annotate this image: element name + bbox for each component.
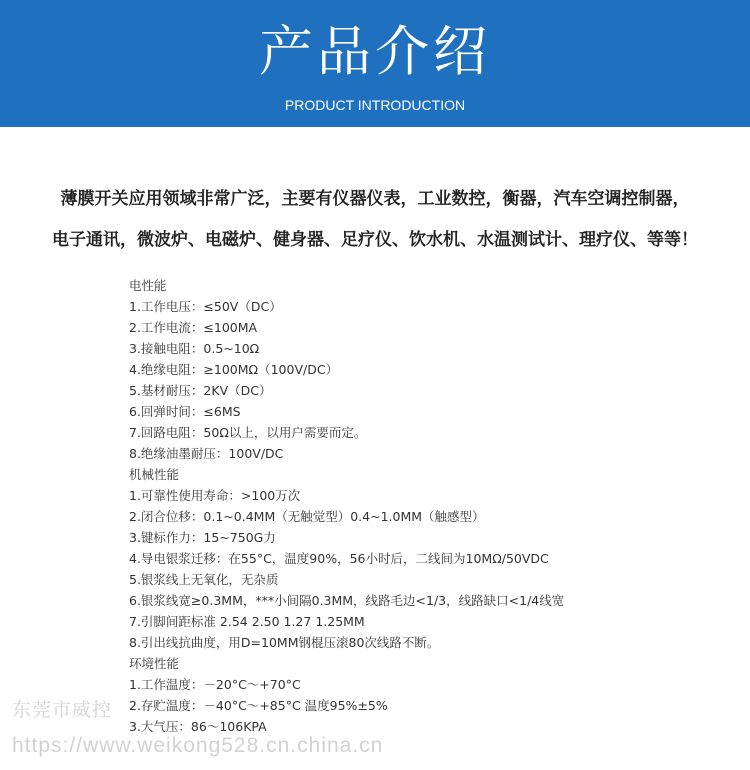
spec-item: 7.引脚间距标准 2.54 2.50 1.27 1.25MM	[129, 614, 365, 629]
spec-item: 6.银浆线宽≥0.3MM，***小间隔0.3MM，线路毛边<1/3，线路缺口<1/4线宽	[129, 593, 565, 608]
spec-item: 1.可靠性使用寿命：>100万次	[129, 488, 301, 503]
watermark-url: https://www.weikong528.cn.china.cn	[12, 734, 384, 757]
page-title: 产品介绍	[259, 20, 491, 83]
spec-item: 3.键标作力：15~750G力	[129, 530, 276, 545]
spec-item: 2.闭合位移：0.1~0.4MM（无触觉型）0.4~1.0MM（触感型）	[129, 509, 485, 524]
spec-item: 4.导电银浆迁移：在55°C，温度90%，56小时后，二线间为10MΩ/50VDC	[129, 551, 549, 566]
section-heading-environment: 环境性能	[129, 656, 180, 671]
spec-item: 1.工作电压：≤50V（DC）	[129, 299, 282, 314]
spec-item: 6.回弹时间：≤6MS	[129, 404, 241, 419]
spec-item: 8.引出线抗曲度，用D=10MM钢棍压滚80次线路不断。	[129, 635, 440, 650]
spec-item: 5.基材耐压：2KV（DC）	[129, 383, 272, 398]
section-heading-mechanical: 机械性能	[129, 467, 180, 482]
spec-item: 5.银浆线上无氧化，无杂质	[129, 572, 279, 587]
page-subtitle: PRODUCT INTRODUCTION	[284, 97, 466, 113]
spec-item: 4.绝缘电阻：≥100MΩ（100V/DC）	[129, 362, 339, 377]
spec-item: 3.大气压：86～106KPA	[129, 719, 267, 734]
spec-item: 8.绝缘油墨耐压：100V/DC	[129, 446, 284, 461]
header-banner	[0, 0, 750, 127]
spec-item: 7.回路电阻：50Ω以上，以用户需要而定。	[129, 425, 367, 440]
spec-item: 2.存贮温度：－40°C～+85°C 温度95%±5%	[129, 698, 388, 713]
section-heading-electrical: 电性能	[129, 278, 167, 293]
watermark-company: 东莞市威控	[12, 700, 113, 721]
intro-line-1: 薄膜开关应用领域非常广泛，主要有仪器仪表，工业数控，衡器，汽车空调控制器，	[60, 189, 690, 209]
spec-item: 1.工作温度：－20°C～+70°C	[129, 677, 301, 692]
intro-line-2: 电子通讯，微波炉、电磁炉、健身器、足疗仪、饮水机、水温测试计、理疗仪、等等！	[52, 230, 698, 250]
spec-item: 3.接触电阻：0.5~10Ω	[129, 341, 260, 356]
spec-item: 2.工作电流：≤100MA	[129, 320, 258, 335]
spec-list	[129, 275, 564, 737]
